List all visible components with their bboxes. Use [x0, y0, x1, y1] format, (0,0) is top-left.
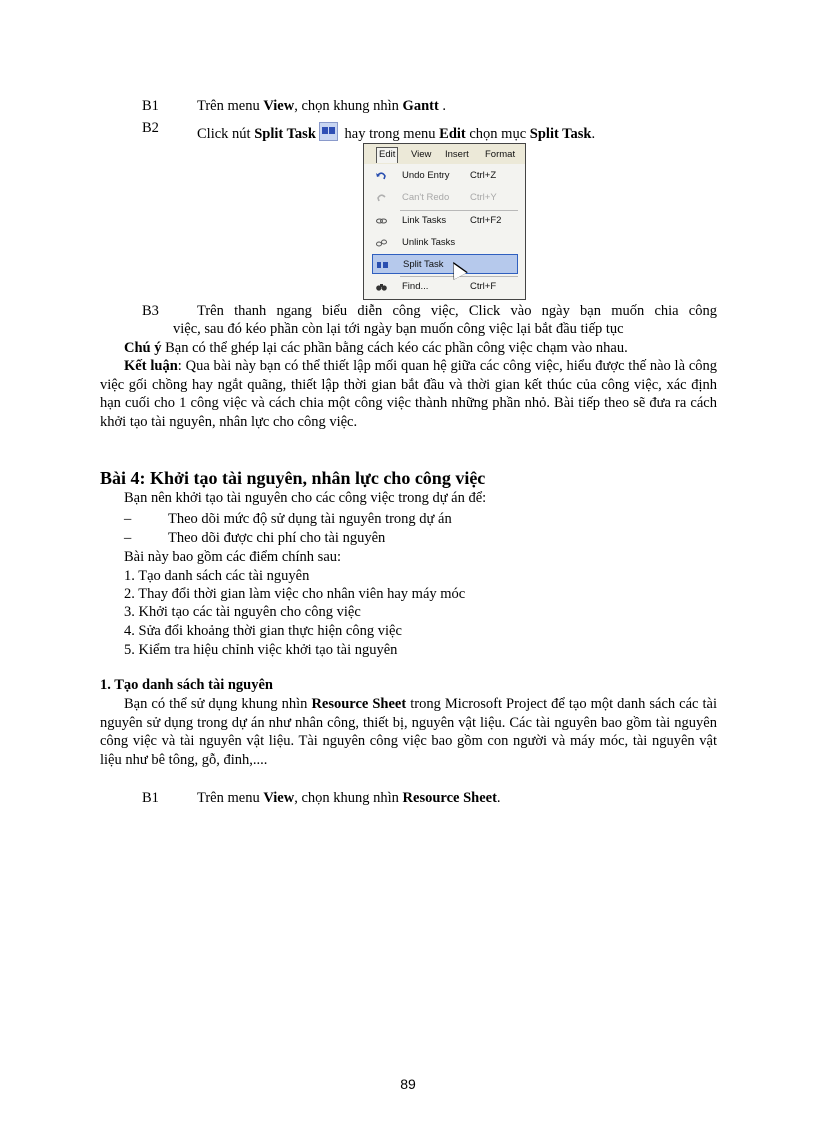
step-b3-number: B3 — [142, 303, 159, 319]
step-b2-text: Click nút Split Task hay trong menu Edit chọn mục Split Task. — [197, 122, 595, 143]
step-b3-line1: Trên thanh ngang biểu diễn công việc, Click vào ngày bạn muốn chia công — [197, 303, 717, 319]
bullet-item: Theo dõi mức độ sử dụng tài nguyên trong dự án — [168, 511, 452, 527]
menu-item-label: Unlink Tasks — [402, 237, 456, 248]
bullet-mark: – — [124, 511, 132, 527]
section1-step-number: B1 — [142, 790, 159, 806]
menu-view[interactable]: View — [411, 149, 432, 160]
point-item: 1. Tạo danh sách các tài nguyên — [124, 568, 310, 584]
section1-step-text: Trên menu View, chọn khung nhìn Resource Sheet. — [197, 790, 501, 806]
menu-item-shortcut: Ctrl+Y — [470, 192, 497, 203]
menu-item-find[interactable] — [372, 277, 518, 297]
menu-item-shortcut: Ctrl+F2 — [470, 215, 502, 226]
redo-icon — [376, 193, 387, 203]
menu-bar — [364, 144, 525, 164]
main-points-intro: Bài này bao gồm các điểm chính sau: — [124, 549, 342, 565]
split-task-toolbar-icon — [319, 122, 338, 141]
bullet-mark: – — [124, 530, 132, 546]
menu-item-undo-entry[interactable] — [372, 166, 518, 186]
step-b3-line2: việc, sau đó kéo phần còn lại tới ngày bạn muốn công việc lại bắt đầu tiếp tục — [173, 321, 624, 337]
lesson-title: Bài 4: Khởi tạo tài nguyên, nhân lực cho công việc — [100, 468, 486, 488]
binoculars-icon — [376, 282, 387, 292]
step-b1-number: B1 — [142, 98, 159, 114]
menu-item-unlink-tasks[interactable] — [372, 233, 518, 253]
conclusion-paragraph: Kết luận: Qua bài này bạn có thể thiết lập mối quan hệ giữa các công việc, hiểu được thế nào là công việc gối chồng hay ngắt quãng, thiết lập thời gian bắt đầu và thời gian kết thúc của công việc, xác định hạn cuối cho 1 công việc và cách chia một công việc thành những phần nhỏ. Bài tiếp theo sẽ đưa ra cách khởi tạo tài nguyên, nhân lực cho công việc. — [100, 358, 718, 430]
undo-icon — [376, 171, 387, 181]
menu-edit[interactable]: Edit — [376, 147, 398, 163]
menu-item-label: Find... — [402, 281, 429, 292]
point-item: 4. Sửa đổi khoảng thời gian thực hiện công việc — [124, 623, 402, 639]
section1-paragraph: Bạn có thể sử dụng khung nhìn Resource Sheet trong Microsoft Project để tạo một danh sách các tài nguyên sử dụng trong dự án như nhân công, thiết bị, nguyên vật liệu. Các tài nguyên bao gồm tài nguyên công việc và tài nguyên vật liệu. Tài nguyên công việc bao gồm con người và máy móc, tài nguyên vật liệu như bê tông, gỗ, đinh,.... — [100, 696, 717, 768]
point-item: 2. Thay đổi thời gian làm việc cho nhân viên hay máy móc — [124, 586, 466, 602]
section-title: 1. Tạo danh sách tài nguyên — [100, 677, 273, 693]
menu-item-shortcut: Ctrl+Z — [470, 170, 497, 181]
menu-item-label: Undo Entry — [402, 170, 450, 181]
link-icon — [376, 216, 387, 226]
unlink-icon — [376, 238, 387, 248]
menu-item-label: Can't Redo — [402, 192, 450, 203]
step-b1-text: Trên menu View, chọn khung nhìn Gantt . — [197, 98, 447, 114]
bullet-item: Theo dõi được chi phí cho tài nguyên — [168, 530, 386, 546]
menu-item-cant-redo — [372, 188, 518, 208]
split-task-icon — [377, 260, 388, 270]
menu-insert[interactable]: Insert — [445, 149, 469, 160]
point-item: 5. Kiểm tra hiệu chỉnh việc khởi tạo tài nguyên — [124, 642, 398, 658]
menu-item-split-task[interactable] — [372, 254, 518, 274]
menu-item-label: Split Task — [403, 259, 444, 270]
menu-item-shortcut: Ctrl+F — [470, 281, 497, 292]
page-number: 89 — [400, 1076, 416, 1092]
point-item: 3. Khởi tạo các tài nguyên cho công việc — [124, 604, 361, 620]
menu-format[interactable]: Format — [485, 149, 516, 160]
lesson-intro: Bạn nên khởi tạo tài nguyên cho các công việc trong dự án để: — [124, 490, 487, 506]
step-b2-number: B2 — [142, 120, 159, 136]
menu-item-label: Link Tasks — [402, 215, 447, 226]
edit-menu-screenshot — [363, 143, 526, 300]
note-paragraph: Chú ý Bạn có thể ghép lại các phần bằng cách kéo các phần công việc chạm vào nhau. — [124, 340, 628, 356]
menu-item-link-tasks[interactable] — [372, 211, 518, 231]
